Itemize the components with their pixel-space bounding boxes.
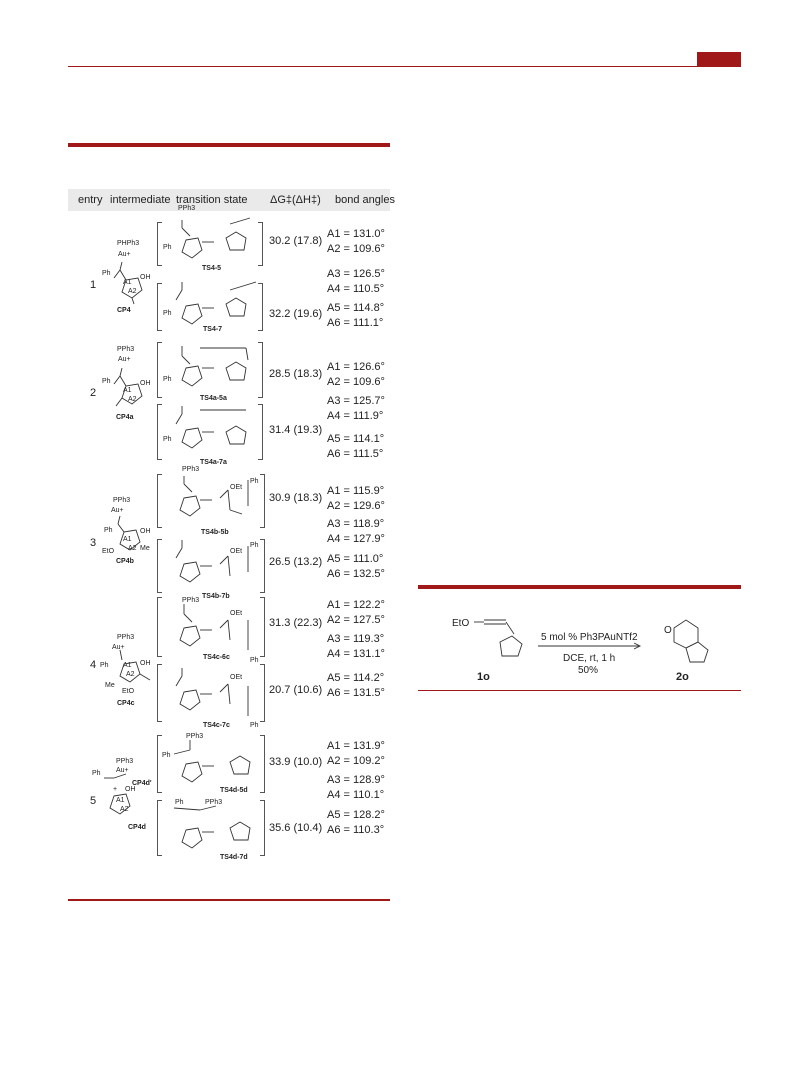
bond-angle: A6 = 132.5° [327, 568, 385, 580]
bond-angle: A4 = 110.5° [327, 283, 385, 295]
angle-label: A1 [123, 279, 132, 286]
angle-label: A1 [123, 536, 132, 543]
bond-angle: A3 = 128.9° [327, 774, 385, 786]
hydroxyl-label: OH [140, 274, 151, 281]
energy-value: 35.6 (10.4) [269, 822, 323, 834]
col-intermediate: intermediate [110, 194, 171, 206]
ts-label: TS4a-7a [200, 459, 227, 466]
ts-bracket [258, 283, 263, 331]
ligand-label: PPh3 [116, 758, 134, 765]
phenyl-label: Ph [162, 752, 171, 759]
ts-bracket [258, 342, 263, 398]
col-energy: ΔG‡(ΔH‡) [270, 194, 321, 206]
phenyl-label: Ph [163, 310, 172, 317]
gold-label: Au+ [112, 644, 125, 651]
ts-label: TS4c-7c [203, 722, 230, 729]
ts-label: TS4-7 [203, 326, 223, 333]
energy-value: 31.4 (19.3) [269, 424, 323, 436]
bond-angle: A2 = 129.6° [327, 500, 385, 512]
energy-value: 33.9 (10.0) [269, 756, 323, 768]
ligand-label: PHPh3 [117, 240, 140, 247]
cation-label: + [113, 786, 118, 793]
entry-number: 2 [90, 387, 97, 399]
bond-angle: A3 = 125.7° [327, 395, 385, 407]
ts-bracket [260, 474, 265, 528]
ts-bracket [260, 597, 265, 657]
intermediate-structure [104, 512, 150, 558]
ethoxy-label: OEt [230, 674, 243, 681]
ts-label: TS4b-5b [201, 529, 229, 536]
ts-bracket [260, 539, 265, 593]
transition-state-structure [160, 278, 258, 330]
bond-angle: A3 = 126.5° [327, 268, 385, 280]
ts-label: TS4d-5d [220, 787, 248, 794]
table-top-rule [68, 143, 390, 147]
carbonyl-label: O [664, 625, 672, 636]
transition-state-structure [160, 340, 258, 394]
energy-value: 31.3 (22.3) [269, 617, 323, 629]
header-page-tab [697, 52, 741, 66]
angle-label: A2 [128, 288, 137, 295]
bond-angle: A4 = 111.9° [327, 410, 384, 422]
ts-bracket [258, 222, 263, 266]
entry-number: 4 [90, 659, 97, 671]
ligand-label: PPh3 [205, 799, 223, 806]
energy-value: 28.5 (18.3) [269, 368, 323, 380]
ts-label: TS4d-7d [220, 854, 248, 861]
angle-label: A2 [128, 545, 137, 552]
intermediate-label: CP4 [117, 307, 131, 314]
bond-angle: A6 = 110.3° [327, 824, 385, 836]
intermediate-structure [112, 650, 158, 696]
bond-angle: A4 = 131.1° [327, 648, 385, 660]
energy-value: 30.9 (18.3) [269, 492, 323, 504]
bond-angle: A5 = 114.2° [327, 672, 385, 684]
phenyl-label: Ph [250, 542, 259, 549]
intermediate-structure [104, 364, 150, 412]
bond-angle: A2 = 109.6° [327, 376, 385, 388]
scheme-bottom-rule [418, 690, 741, 691]
intermediate-label: CP4b [116, 558, 134, 565]
gold-label: Au+ [116, 767, 129, 774]
transition-state-structure [160, 662, 260, 720]
entry-number: 3 [90, 537, 97, 549]
hydroxyl-label: OH [125, 786, 136, 793]
reactant-substituent: EtO [452, 618, 470, 629]
ligand-label: PPh3 [182, 466, 200, 473]
phenyl-label: Ph [104, 527, 113, 534]
ts-label: TS4b-7b [202, 593, 230, 600]
transition-state-structure [160, 732, 260, 790]
methyl-label: Me [105, 682, 115, 689]
energy-value: 20.7 (10.6) [269, 684, 323, 696]
intermediate-structure [104, 258, 150, 306]
gold-label: Au+ [118, 356, 131, 363]
phenyl-label: Ph [175, 799, 184, 806]
intermediate-label-alt: CP4d' [132, 780, 152, 787]
yield: 50% [578, 665, 599, 676]
col-transition-state: transition state [176, 194, 248, 206]
bond-angle: A1 = 126.6° [327, 361, 385, 373]
reaction-arrow [538, 642, 646, 650]
phenyl-label: Ph [102, 378, 111, 385]
bond-angle: A1 = 115.9° [327, 485, 385, 497]
transition-state-structure [160, 214, 258, 264]
ts-bracket [260, 664, 265, 722]
bond-angle: A5 = 114.8° [327, 302, 385, 314]
bond-angle: A5 = 111.0° [327, 553, 384, 565]
transition-state-structure [160, 800, 260, 856]
ligand-label: PPh3 [178, 205, 196, 212]
bond-angle: A6 = 111.1° [327, 317, 384, 329]
angle-label: A1 [123, 662, 132, 669]
hydroxyl-label: OH [140, 380, 151, 387]
ligand-label: PPh3 [186, 733, 204, 740]
header-rule [68, 66, 741, 67]
bond-angle: A2 = 109.6° [327, 243, 385, 255]
bond-angle: A1 = 131.0° [327, 228, 385, 240]
energy-value: 32.2 (19.6) [269, 308, 323, 320]
angle-label: A2 [126, 671, 135, 678]
ethoxy-label: OEt [230, 484, 243, 491]
energy-value: 26.5 (13.2) [269, 556, 323, 568]
col-entry: entry [78, 194, 103, 206]
phenyl-label: Ph [92, 770, 101, 777]
ethoxy-label: EtO [102, 548, 115, 555]
bond-angle: A6 = 131.5° [327, 687, 385, 699]
ligand-label: PPh3 [117, 346, 135, 353]
transition-state-structure [160, 470, 260, 526]
transition-state-structure [160, 402, 258, 458]
product-label: 2o [676, 671, 689, 683]
bond-angle: A3 = 119.3° [327, 633, 385, 645]
ts-label: TS4a-5a [200, 395, 227, 402]
col-bond-angles: bond angles [335, 194, 395, 206]
bond-angle: A3 = 118.9° [327, 518, 385, 530]
entry-number: 1 [90, 279, 97, 291]
phenyl-label: Ph [102, 270, 111, 277]
intermediate-label: CP4c [117, 700, 135, 707]
ts-bracket [260, 800, 265, 856]
angle-label: A2 [128, 396, 137, 403]
ethoxy-label: OEt [230, 610, 243, 617]
energy-value: 30.2 (17.8) [269, 235, 323, 247]
bond-angle: A4 = 110.1° [327, 789, 385, 801]
phenyl-label: Ph [250, 722, 259, 729]
ts-label: TS4-5 [202, 265, 222, 272]
bond-angle: A6 = 111.5° [327, 448, 384, 460]
phenyl-label: Ph [163, 376, 172, 383]
intermediate-label: CP4d [128, 824, 146, 831]
phenyl-label: Ph [163, 244, 172, 251]
ts-label: TS4c-6c [203, 654, 230, 661]
scheme-top-rule [418, 585, 741, 589]
catalyst-condition: 5 mol % Ph3PAuNTf2 [541, 632, 638, 643]
hydroxyl-label: OH [140, 660, 151, 667]
transition-state-structure [160, 598, 260, 656]
bond-angle: A2 = 109.2° [327, 755, 385, 767]
phenyl-label: Ph [100, 662, 109, 669]
bond-angle: A5 = 114.1° [327, 433, 385, 445]
hydroxyl-label: OH [140, 528, 151, 535]
gold-label: Au+ [111, 507, 124, 514]
bond-angle: A1 = 122.2° [327, 599, 385, 611]
intermediate-structure [100, 768, 146, 824]
angle-label: A2 [120, 806, 129, 813]
ligand-label: PPh3 [182, 597, 200, 604]
table-bottom-rule [68, 899, 390, 901]
table-column-header [68, 189, 395, 211]
bond-angle: A5 = 128.2° [327, 809, 385, 821]
transition-state-structure [160, 534, 260, 590]
angle-label: A1 [123, 387, 132, 394]
ethoxy-label: OEt [230, 548, 243, 555]
angle-label: A1 [116, 797, 125, 804]
bond-angle: A2 = 127.5° [327, 614, 385, 626]
bond-angle: A1 = 131.9° [327, 740, 385, 752]
ethoxy-label: EtO [122, 688, 135, 695]
methyl-label: Me [140, 545, 150, 552]
bond-angle: A4 = 127.9° [327, 533, 385, 545]
ts-bracket [258, 404, 263, 460]
phenyl-label: Ph [250, 478, 259, 485]
gold-label: Au+ [118, 251, 131, 258]
reactant-label: 1o [477, 671, 490, 683]
entry-number: 5 [90, 795, 97, 807]
phenyl-label: Ph [250, 657, 259, 664]
product-structure [660, 614, 730, 670]
ligand-label: PPh3 [117, 634, 135, 641]
intermediate-label: CP4a [116, 414, 134, 421]
ligand-label: PPh3 [113, 497, 131, 504]
reactant-structure [470, 614, 530, 664]
phenyl-label: Ph [163, 436, 172, 443]
ts-bracket [260, 735, 265, 793]
solvent-condition: DCE, rt, 1 h [563, 653, 616, 664]
